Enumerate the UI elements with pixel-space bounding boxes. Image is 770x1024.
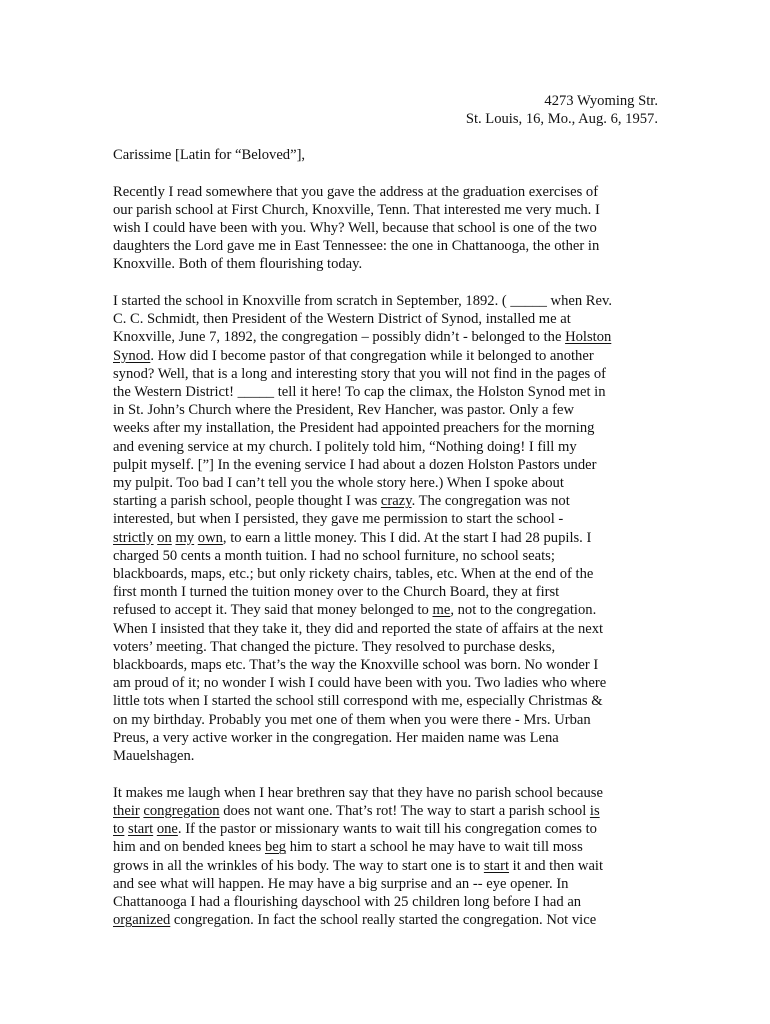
text-run: him and on bended knees: [113, 839, 265, 856]
letter-page: [113, 92, 658, 948]
body-paragraph: [113, 292, 658, 765]
text-line: [113, 201, 658, 219]
text-run: . If the pastor or missionary wants to wait till his congregation comes to: [177, 821, 597, 838]
text-run: It makes me laugh when I hear brethren say that they have no parish school because: [113, 784, 603, 801]
address-city-date: St. Louis, 16, Mo., Aug. 6, 1957.: [465, 111, 658, 128]
text-line: [113, 347, 658, 365]
underlined-word: Synod: [113, 347, 151, 364]
text-run: charged 50 cents a month tuition. I had no school furniture, no school seats;: [113, 547, 555, 564]
underlined-word: to: [113, 821, 125, 838]
text-run: interested, but when I persisted, they gave me permission to start the school -: [113, 511, 564, 528]
underlined-word: start: [128, 821, 154, 838]
text-line: [113, 565, 658, 583]
text-line: [113, 729, 658, 747]
text-run: weeks after my installation, the President had appointed preachers for the morning: [113, 420, 595, 437]
text-line: [113, 547, 658, 565]
text-line: [113, 656, 658, 674]
text-line: [113, 820, 658, 838]
text-line: [113, 784, 658, 802]
text-line: [113, 692, 658, 710]
text-run: wish I could have been with you. Why? Well, because that school is one of the two: [113, 220, 597, 237]
text-run: Recently I read somewhere that you gave the address at the graduation exercises of: [113, 183, 599, 200]
text-run: blackboards, maps etc. That’s the way the Knoxville school was born. No wonder I: [113, 657, 599, 674]
text-line: [113, 255, 658, 273]
salutation: Carissime [Latin for “Beloved”],: [113, 147, 306, 164]
underlined-word: on: [157, 529, 172, 546]
address-street: 4273 Wyoming Str.: [544, 93, 658, 109]
underlined-word: their: [113, 802, 140, 819]
text-run: it and then wait: [509, 857, 604, 874]
text-run: in St. John’s Church where the President, Rev Hancher, was pastor. Only a few: [113, 402, 575, 419]
underlined-word: me: [432, 602, 451, 619]
text-run: , to earn a little money. This I did. At the start I had 28 pupils. I: [222, 529, 592, 546]
underlined-word: congregation: [143, 802, 220, 819]
text-line: [113, 638, 658, 656]
text-line: [113, 838, 658, 856]
text-run: daughters the Lord gave me in East Tennessee: the one in Chattanooga, the other in: [113, 238, 600, 255]
text-line: [113, 383, 658, 401]
text-line: [113, 438, 658, 456]
text-run: C. C. Schmidt, then President of the Western District of Synod, installed me at: [113, 311, 571, 328]
text-line: [113, 328, 658, 346]
text-run: starting a parish school, people thought I was: [113, 493, 381, 510]
text-line: [113, 601, 658, 619]
text-run: first month I turned the tuition money over to the Church Board, they at first: [113, 584, 560, 601]
text-run: , not to the congregation.: [450, 602, 597, 619]
text-line: [113, 219, 658, 237]
text-run: Chattanooga I had a flourishing dayschool with 25 children long before I had an: [113, 893, 582, 910]
text-line: [113, 237, 658, 255]
text-line: [113, 419, 658, 437]
underlined-word: one: [156, 821, 178, 838]
text-run: Knoxville. Both of them flourishing today.: [113, 256, 363, 273]
text-line: [113, 583, 658, 601]
text-run: Preus, a very active worker in the congregation. Her maiden name was Lena: [113, 729, 559, 746]
text-line: [113, 456, 658, 474]
text-run: I started the school in Knoxville from scratch in September, 1892. ( _____ when Rev.: [113, 293, 613, 310]
underlined-word: start: [483, 857, 510, 874]
underlined-word: Holston: [565, 329, 612, 346]
body-paragraph: [113, 784, 658, 930]
text-run: Mauelshagen.: [113, 748, 195, 765]
text-run: and see what will happen. He may have a big surprise and an -- eye opener. In: [113, 875, 569, 892]
text-line: [113, 365, 658, 383]
body-paragraph: [113, 183, 658, 274]
text-run: and evening service at my church. I politely told him, “Nothing doing! I fill my: [113, 438, 577, 455]
text-run: am proud of it; no wonder I wish I could have been with you. Two ladies who where: [113, 675, 607, 692]
text-run: little tots when I started the school still correspond with me, especially Christmas &: [113, 693, 603, 710]
text-line: [113, 893, 658, 911]
text-line: [113, 529, 658, 547]
text-run: . How did I become pastor of that congregation while it belonged to another: [150, 347, 594, 364]
text-run: refused to accept it. They said that money belonged to: [113, 602, 433, 619]
text-run: voters’ meeting. That changed the picture. They resolved to purchase desks,: [113, 638, 556, 655]
text-run: congregation. In fact the school really started the congregation. Not vice: [170, 912, 597, 929]
text-line: [113, 474, 658, 492]
underlined-word: own: [197, 529, 223, 546]
text-line: [113, 802, 658, 820]
text-line: [113, 310, 658, 328]
letter-body: [113, 183, 658, 930]
text-run: . The congregation was not: [411, 493, 570, 510]
text-run: blackboards, maps, etc.; but only rickety chairs, tables, etc. When at the end of the: [113, 566, 594, 583]
text-line: [113, 292, 658, 310]
text-line: [113, 747, 658, 765]
text-run: our parish school at First Church, Knoxville, Tenn. That interested me very much. I: [113, 201, 600, 218]
text-line: [113, 492, 658, 510]
underlined-word: is: [589, 802, 600, 819]
underlined-word: crazy: [380, 493, 412, 510]
text-run: Knoxville, June 7, 1892, the congregation – possibly didn’t - belonged to the: [113, 329, 566, 346]
text-run: When I insisted that they take it, they did and reported the state of affairs at the next: [113, 620, 604, 637]
text-line: [113, 674, 658, 692]
underlined-word: beg: [264, 839, 287, 856]
underlined-word: strictly: [113, 529, 154, 546]
text-run: the Western District! _____ tell it here! To cap the climax, the Holston Synod met in: [113, 384, 606, 401]
text-run: synod? Well, that is a long and interesting story that you will not find in the pages of: [113, 365, 607, 382]
text-line: [113, 711, 658, 729]
underlined-word: my: [175, 529, 195, 546]
text-line: [113, 620, 658, 638]
text-line: [113, 857, 658, 875]
text-line: [113, 401, 658, 419]
text-run: pulpit myself. [”] In the evening service I had about a dozen Holston Pastors under: [113, 456, 597, 473]
text-line: [113, 875, 658, 893]
text-run: grows in all the wrinkles of his body. The way to start one is to: [113, 857, 484, 874]
text-line: [113, 510, 658, 528]
text-line: [113, 183, 658, 201]
text-run: does not want one. That’s rot! The way to start a parish school: [219, 802, 590, 819]
underlined-word: organized: [113, 912, 171, 929]
text-run: my pulpit. Too bad I can’t tell you the whole story here.) When I spoke about: [113, 475, 564, 492]
text-run: on my birthday. Probably you met one of them when you were there - Mrs. Urban: [113, 711, 591, 728]
sender-address-block: [113, 92, 658, 128]
text-run: him to start a school he may have to wait till moss: [286, 839, 583, 856]
text-line: [113, 911, 658, 929]
